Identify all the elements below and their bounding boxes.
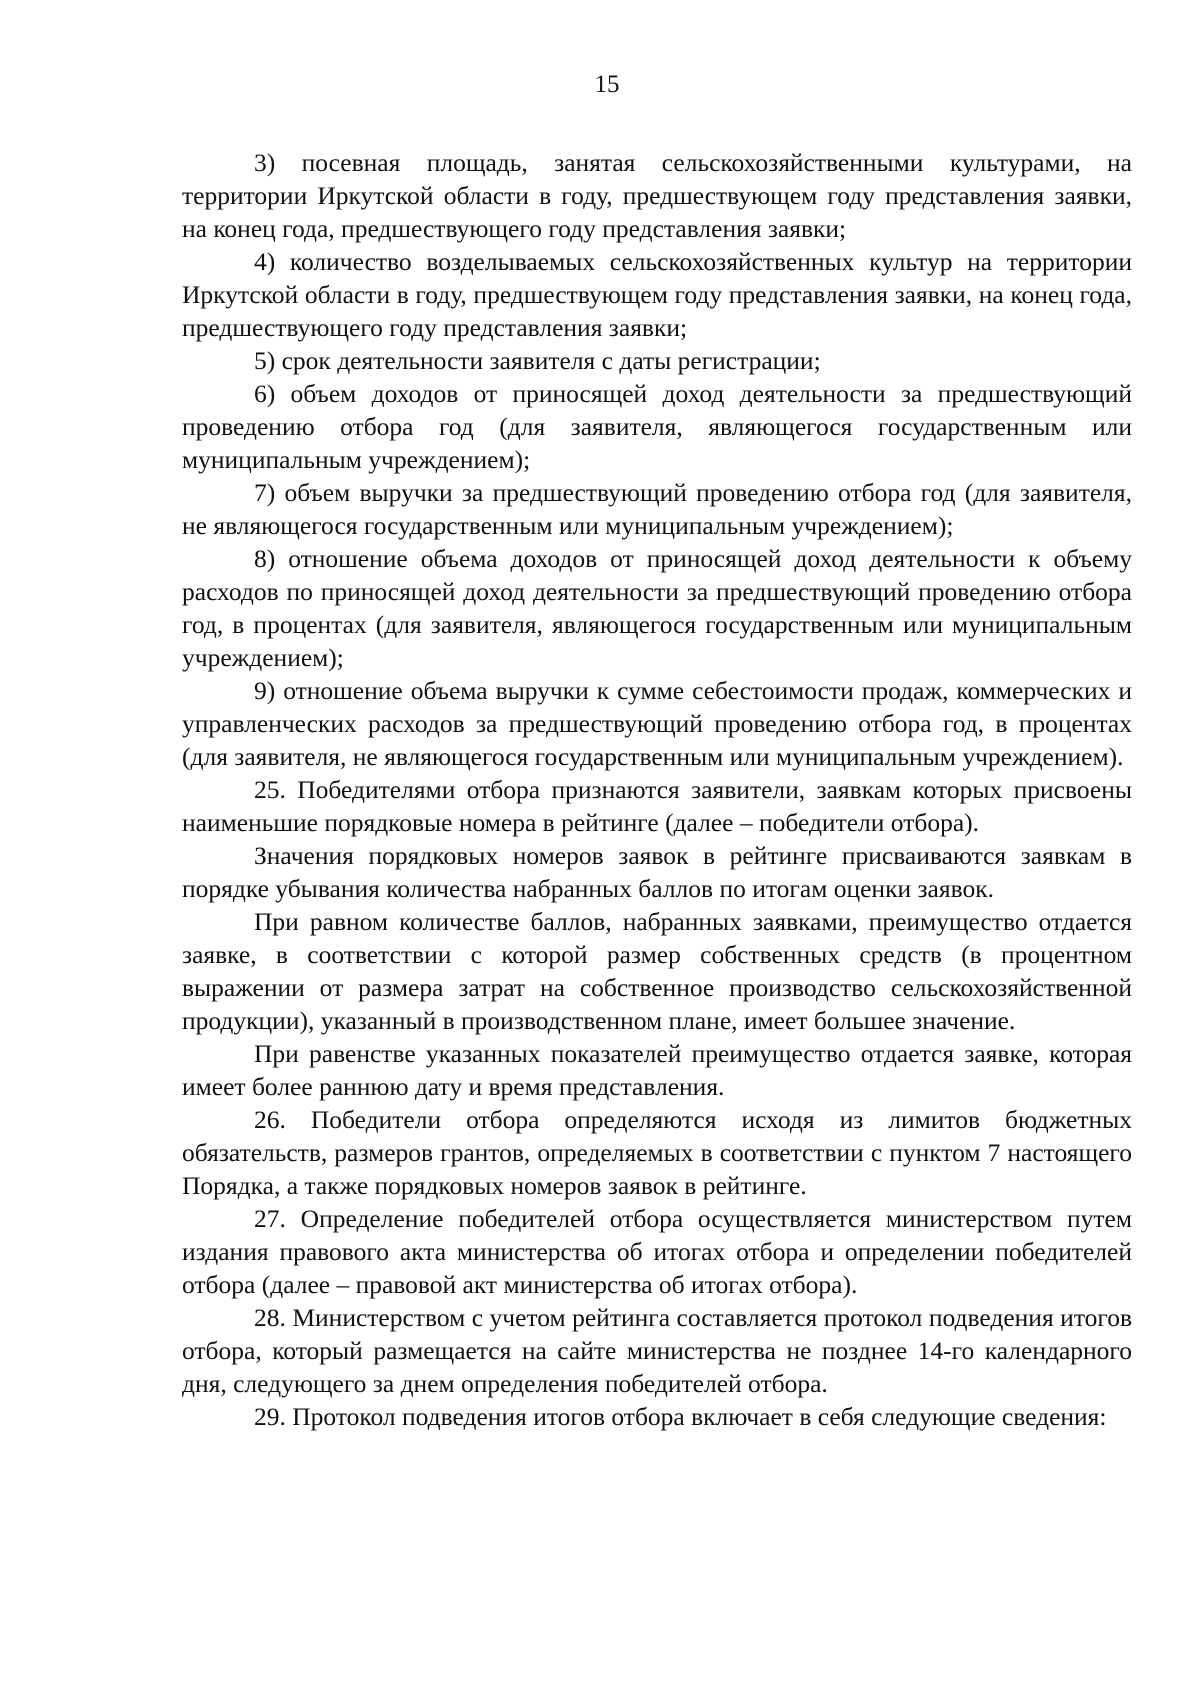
paragraph-ranking-order: Значения порядковых номеров заявок в рейтинге присваиваются заявкам в порядке убывания количества набранных баллов по итогам оценки заявок. [182, 841, 1132, 903]
paragraph-item-6: 6) объем доходов от приносящей доход деятельности за предшествующий проведению отбора год (для заявителя, являющегося государственным или муниципальным учреждением); [182, 379, 1132, 474]
paragraph-item-7: 7) объем выручки за предшествующий проведению отбора год (для заявителя, не являющегося государственным или муниципальным учреждением); [182, 478, 1132, 540]
paragraph-item-5: 5) срок деятельности заявителя с даты регистрации; [254, 346, 821, 375]
paragraph-clause-26: 26. Победители отбора определяются исходя из лимитов бюджетных обязательств, размеров грантов, определяемых в соответствии с пунктом 7 настоящего Порядка, а также порядковых номеров заявок в рейтинге. [182, 1105, 1132, 1200]
paragraph-clause-25: 25. Победителями отбора признаются заявители, заявкам которых присвоены наименьшие порядковые номера в рейтинге (далее – победители отбора). [182, 775, 1132, 837]
paragraph-clause-28: 28. Министерством с учетом рейтинга составляется протокол подведения итогов отбора, который размещается на сайте министерства не позднее 14-го календарного дня, следующего за днем определения победителей отбора. [182, 1303, 1132, 1398]
paragraph-item-8: 8) отношение объема доходов от приносящей доход деятельности к объему расходов по приносящей доход деятельности за предшествующий проведению отбора год, в процентах (для заявителя, являющегося государственным или муниципальным учреждением); [182, 544, 1132, 672]
paragraph-item-3: 3) посевная площадь, занятая сельскохозяйственными культурами, на территории Иркутской области в году, предшествующем году представления заявки, на конец года, предшествующего году представления заявки; [182, 148, 1132, 243]
paragraph-equal-indicators: При равенстве указанных показателей преимущество отдается заявке, которая имеет более раннюю дату и время представления. [182, 1039, 1132, 1101]
paragraph-item-4: 4) количество возделываемых сельскохозяйственных культур на территории Иркутской области в году, предшествующем году представления заявки, на конец года, предшествующего году представления заявки; [182, 247, 1132, 342]
paragraph-item-9: 9) отношение объема выручки к сумме себестоимости продаж, коммерческих и управленческих расходов за предшествующий проведению отбора год, в процентах (для заявителя, не являющегося государственным или муниципальным учреждением). [182, 676, 1132, 771]
paragraph-clause-27: 27. Определение победителей отбора осуществляется министерством путем издания правового акта министерства об итогах отбора и определении победителей отбора (далее – правовой акт министерства об итогах отбора). [182, 1204, 1132, 1299]
paragraph-equal-score: При равном количестве баллов, набранных заявками, преимущество отдается заявке, в соответствии с которой размер собственных средств (в процентном выражении от размера затрат на собственное производство сельскохозяйственной продукции), указанный в производственном плане, имеет большее значение. [182, 907, 1132, 1035]
document-body [182, 146, 1132, 1433]
page-number: 15 [594, 71, 620, 98]
paragraph-clause-29: 29. Протокол подведения итогов отбора включает в себя следующие сведения: [254, 1402, 1107, 1431]
